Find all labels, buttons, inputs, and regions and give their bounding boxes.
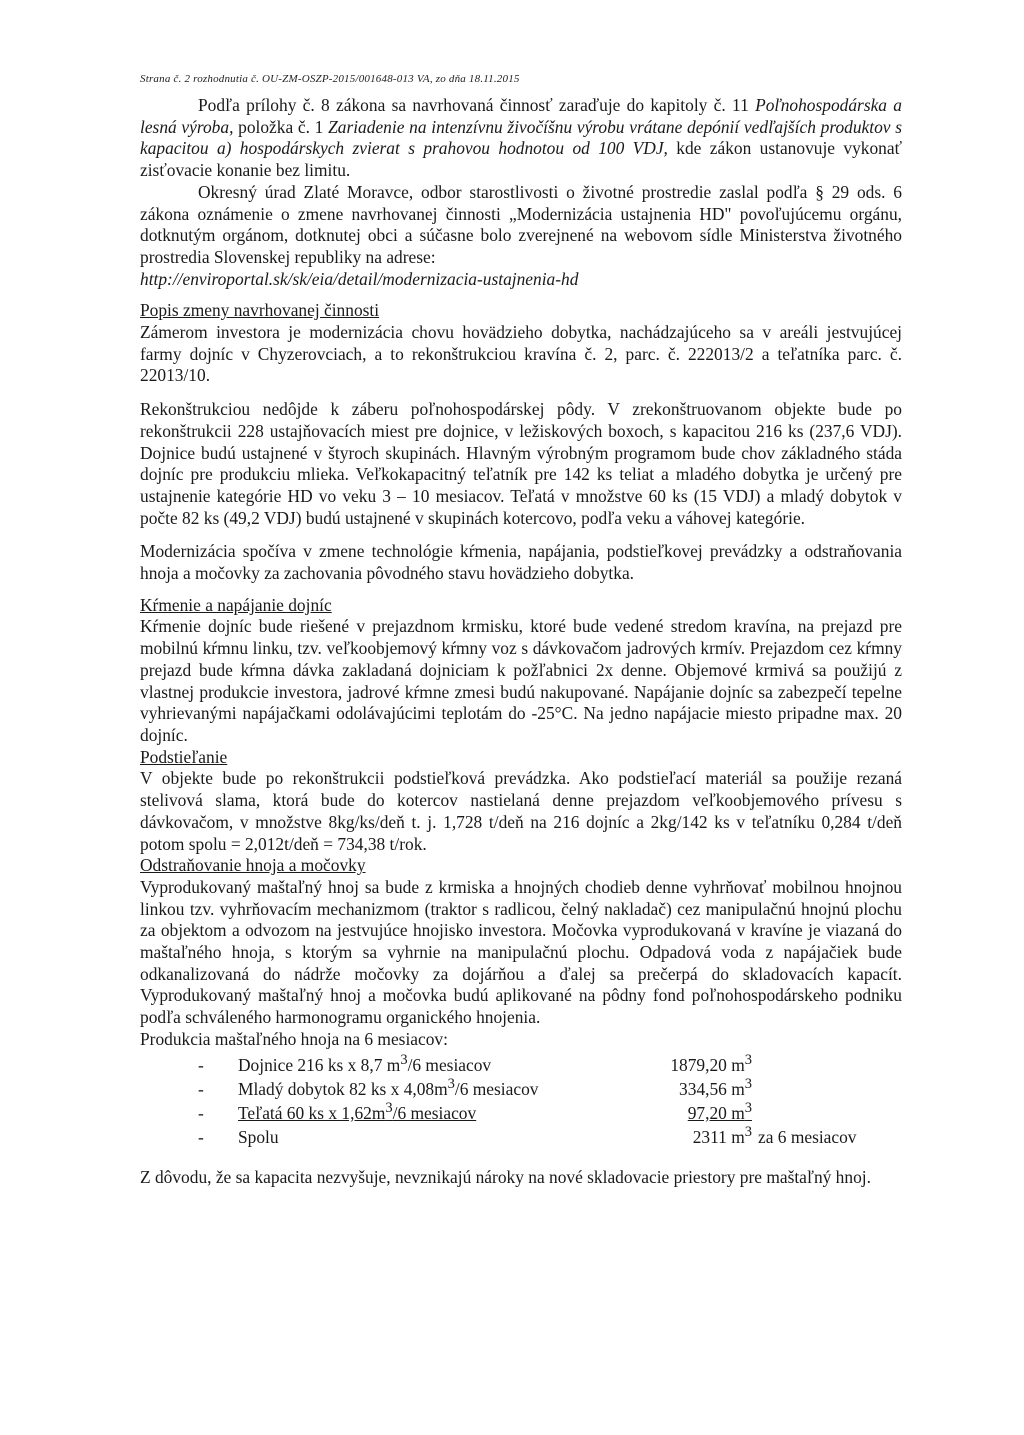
production-value-text: 334,56 m [679,1078,745,1099]
production-item-text: Spolu [238,1126,279,1147]
chapter-name: Poľnohospodárska a lesná výroba, [140,95,902,137]
superscript: 3 [385,1100,393,1117]
document-body [140,95,902,1188]
production-item-text: Teľatá 60 ks x 1,62m [238,1102,386,1123]
production-item [238,1074,624,1101]
text-span: Podľa prílohy č. 8 zákona sa navrhovaná činnosť zaraďuje do kapitoly č. 11 [198,95,756,115]
production-row [198,1077,902,1101]
list-dash: - [198,1126,204,1147]
enviroportal-link[interactable]: http://enviroportal.sk/sk/eia/detail/modernizacia-ustajnenia-hd [140,268,579,289]
popis-paragraph-3: Modernizácia spočíva v zmene technológie kŕmenia, napájania, podstieľkovej prevádzky a odstraňovania hnoja a močovky za zachovania pôvodného stavu hovädzieho dobytka. [140,541,902,584]
superscript: 3 [744,1100,752,1117]
production-list [140,1053,902,1149]
popis-paragraph-2: Rekonštrukciou nedôjde k záberu poľnohospodárskej pôdy. V zrekonštruovanom objekte bude po rekonštrukcii 228 ustajňovacích miest pre dojnice, v ležiskových boxoch, s kapacitou 216 ks (237,6 VDJ). Dojnice budú ustajnené v štyroch skupinách. Hlavným výrobným programom bude chov základného stáda dojníc pre produkciu mlieka. Veľkokapacitný teľatník pre 142 ks teliat a mladého dobytka je určený pre ustajnenie kategórie HD vo veku 3 – 10 mesiacov. Teľatá v množstve 60 ks (15 VDJ) a mladý dobytok v počte 82 ks (49,2 VDJ) budú ustajnené v skupinách kotercovo, podľa veku a váhovej kategórie. [140,399,902,528]
production-item [238,1098,624,1125]
page-header: Strana č. 2 rozhodnutia č. OU-ZM-OSZP-2015/001648-013 VA, zo dňa 18.11.2015 [140,73,520,85]
text-span: položka č. 1 [233,116,329,137]
production-value [624,1074,752,1101]
superscript: 3 [744,1124,752,1141]
section-heading-popis: Popis zmeny navrhovanej činnosti [140,300,380,321]
production-item-text: /6 mesiacov [392,1102,477,1123]
list-dash: - [198,1054,204,1075]
odstranovanie-paragraph: Vyprodukovaný maštaľný hnoj sa bude z krmiska a hnojných chodieb denne vyhrňovať mobilnou hnojnou linkou tzv. vyhrňovacím mechanizmom (traktor s radlicou, čelný nakladač) cez manipulačnú hnojnú plochu za objektom a odvozom na jestvujúce hnojisko investora. Močovka vyprodukovaná v kravíne je viazaná do maštaľného hnoja, s ktorým sa vyhrnie na manipulačnú plochu. Odpadová voda z napájačiek bude odkanalizovaná do nádrže močovky za dojárňou a ďalej sa prečerpá do skladovacích kapacít. Vyprodukovaný maštaľný hnoj a močovka budú aplikované na pôdny fond poľnohospodárskeho podniku podľa schváleného harmonogramu organického hnojenia. [140,876,902,1028]
podstielanie-paragraph: V objekte bude po rekonštrukcii podstieľková prevádzka. Ako podstieľací materiál sa použije rezaná stelivová slama, ktorá bude do kotercov nastielaná denne prejazdom veľkoobjemového prívesu s dávkovačom, v množstve 8kg/ks/deň t. j. 1,728 t/deň na 216 dojníc a 2kg/142 ks v teľatníku 0,284 t/deň potom spolu = 2,012t/deň = 734,38 t/rok. [140,768,902,854]
production-item-text: /6 mesiacov [454,1078,539,1099]
production-value [624,1098,752,1125]
section-heading-podstielanie: Podstieľanie [140,746,228,767]
production-row [198,1125,902,1149]
production-unit: za 6 mesiacov [758,1126,857,1147]
section-heading-odstranovanie: Odstraňovanie hnoja a močovky [140,855,366,876]
production-item-text: /6 mesiacov [407,1054,492,1075]
popis-paragraph-1: Zámerom investora je modernizácia chovu hovädzieho dobytka, nachádzajúceho sa v areáli jestvujúcej farmy dojníc v Chyzerovciach, a to rekonštrukciou kravína č. 2, parc. č. 222013/2 a teľatníka parc. č. 22013/10. [140,322,902,386]
production-row [198,1101,902,1125]
superscript: 3 [744,1076,752,1093]
text-span: kde zákon ustanovuje vykonať zisťovacie konanie bez limitu. [140,138,903,181]
intro-paragraph-2: Okresný úrad Zlaté Moravce, odbor starostlivosti o životné prostredie zaslal podľa § 29 ods. 6 zákona oznámenie o zmene navrhovanej činnosti „Modernizácia ustajnenia HD" povoľujúcemu orgánu, dotknutým orgánom, dotknutej obci a súčasne bolo zverejnené na webovom sídle Ministerstva životného prostredia Slovenskej republiky na adrese: [140,181,902,267]
production-value [624,1050,752,1077]
list-dash: - [198,1078,204,1099]
superscript: 3 [744,1052,752,1069]
production-item [238,1127,624,1149]
superscript: 3 [447,1076,455,1093]
krmenie-paragraph: Kŕmenie dojníc bude riešené v prejazdnom krmisku, ktoré bude vedené stredom kravína, na prejazd pre mobilnú kŕmnu linku, tzv. veľkoobjemový kŕmny voz s dávkovačom jadrových krmív. Prejazdom cez kŕmny prejazd bude kŕmna dávka zakladaná dojniciam k požľabnici 2x denne. Objemové krmivá sa použijú z vlastnej produkcie investora, jadrové kŕmne zmesi budú nakupované. Napájanie dojníc sa zabezpečí tepelne vyhrievanými napájačkami odolávajúcimi teplotám do -25°C. Na jedno napájacie miesto pripadne max. 20 dojníc. [140,616,902,745]
list-dash: - [198,1102,204,1123]
item-name: Zariadenie na intenzívnu živočíšnu výrobu vrátane depónií vedľajších produktov s kapacitou a) hospodárskych zvierat s prahovou hodnotou od 100 VDJ, [140,116,902,159]
production-item [238,1050,624,1077]
closing-paragraph: Z dôvodu, že sa kapacita nezvyšuje, nevznikajú nároky na nové skladovacie priestory pre maštaľný hnoj. [140,1166,871,1187]
production-label: Produkcia maštaľného hnoja na 6 mesiacov: [140,1028,448,1049]
production-value [624,1122,752,1149]
production-value-text: 1879,20 m [670,1054,745,1075]
intro-paragraph-1 [140,95,902,182]
production-row [198,1053,902,1077]
production-value-text: 2311 m [692,1126,745,1147]
section-heading-krmenie: Kŕmenie a napájanie dojníc [140,594,332,615]
production-item-text: Dojnice 216 ks x 8,7 m [238,1054,401,1075]
production-value-text: 97,20 m [687,1102,745,1123]
production-item-text: Mladý dobytok 82 ks x 4,08m [238,1078,448,1099]
superscript: 3 [400,1052,408,1069]
